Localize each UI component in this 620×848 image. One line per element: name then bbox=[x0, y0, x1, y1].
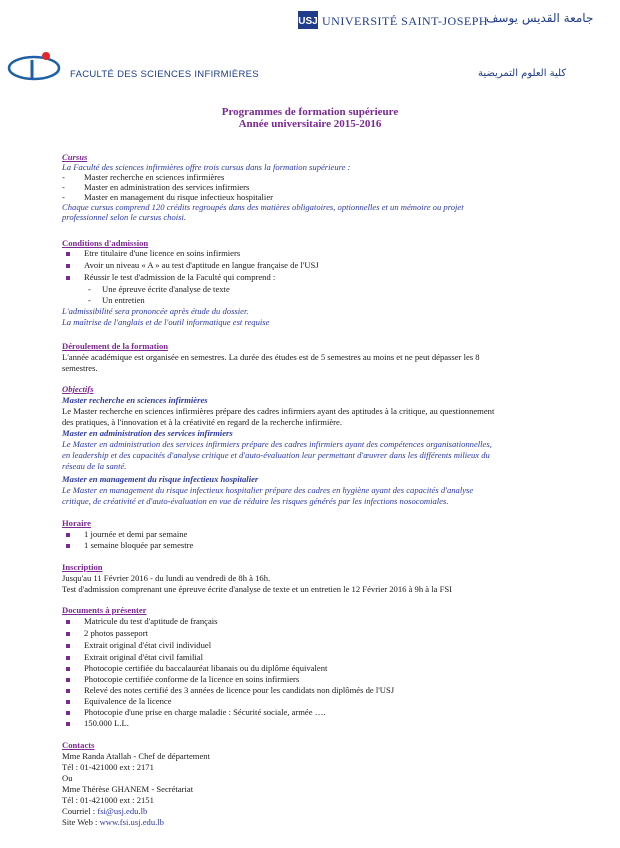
objectif-title: Master recherche en sciences infirmières bbox=[62, 395, 208, 405]
contact-tel-1: Tél : 01-421000 ext : 2171 bbox=[62, 762, 154, 772]
deroulement-line-1: L'année académique est organisée en semestres. La durée des études est de 5 semestres au moins et ne peut dépasser les 8 bbox=[62, 352, 480, 362]
objectifs-heading: Objectifs bbox=[62, 384, 94, 394]
cursus-intro: La Faculté des sciences infirmières offre trois cursus dans la formation supérieure : bbox=[62, 162, 351, 172]
email-label: Courriel : bbox=[62, 806, 98, 816]
web-label: Site Web : bbox=[62, 817, 100, 827]
conditions-note-2: La maîtrise de l'anglais et de l'outil informatique est requise bbox=[62, 317, 270, 327]
faculty-logo bbox=[6, 48, 66, 84]
title-line-1: Programmes de formation supérieure bbox=[221, 106, 399, 118]
inscription-line-1: Jusqu'au 11 Février 2016 - du lundi au vendredi de 8h à 16h. bbox=[62, 573, 271, 583]
contact-tel-2: Tél : 01-421000 ext : 2151 bbox=[62, 795, 154, 805]
objectif-text: en leadership et des capacités d'analyse critique et d'auto-évaluation leur permettant d'œuvrer dans les différents milieux du bbox=[62, 450, 490, 460]
objectif-text: critique, de créativité et d'auto-évaluation en vue de réduire les risques générés par les infections nosocomiales. bbox=[62, 496, 449, 506]
objectif-text: réseau de la santé. bbox=[62, 461, 127, 471]
website-link[interactable]: www.fsi.usj.edu.lb bbox=[99, 817, 164, 827]
cursus-heading: Cursus bbox=[62, 152, 88, 162]
horaire-heading: Horaire bbox=[62, 518, 91, 528]
documents-heading: Documents à présenter bbox=[62, 605, 147, 615]
deroulement-heading: Déroulement de la formation bbox=[62, 341, 169, 351]
contact-or: Ou bbox=[62, 773, 73, 783]
conditions-note-1: L'admissibilité sera prononcée après étude du dossier. bbox=[62, 306, 249, 316]
objectif-text: Le Master en administration des services infirmiers prépare des cadres infirmiers ayant des compétences organisationnelles, bbox=[62, 439, 492, 449]
deroulement-line-2: semestres. bbox=[62, 363, 98, 373]
objectif-text: des pratiques, à l'innovation et à la créativité en regard de la recherche infirmière. bbox=[62, 417, 342, 427]
cursus-note-line-1: Chaque cursus comprend 120 crédits regroupés dans des matières obligatoires, optionnelles et un mémoire ou projet bbox=[62, 202, 464, 212]
contact-person-2: Mme Thérèse GHANEM - Secrétariat bbox=[62, 784, 194, 794]
contact-email-row bbox=[62, 806, 147, 816]
contacts-heading: Contacts bbox=[62, 740, 95, 750]
contact-person-1: Mme Randa Atallah - Chef de département bbox=[62, 751, 210, 761]
faculty-name: FACULTÉ DES SCIENCES INFIRMIÈRES bbox=[70, 69, 259, 80]
usj-logo bbox=[297, 9, 319, 31]
page-title bbox=[0, 106, 620, 130]
inscription-line-2: Test d'admission comprenant une épreuve écrite d'analyse de texte et un entretien le 12 Février 2016 à 9h à la FSI bbox=[62, 584, 453, 594]
svg-text:USJ: USJ bbox=[298, 16, 318, 27]
title-line-2: Année universitaire 2015-2016 bbox=[238, 118, 382, 130]
usj-emblem-icon bbox=[297, 9, 319, 31]
conditions-heading: Conditions d'admission bbox=[62, 238, 149, 248]
objectif-text: Le Master recherche en sciences infirmières prépare des cadres infirmiers ayant des aptitudes à la critique, au questionnement bbox=[62, 406, 495, 416]
faculty-name-arabic: كلية العلوم التمريضية bbox=[478, 68, 567, 79]
objectif-title: Master en administration des services infirmiers bbox=[62, 428, 233, 438]
email-link[interactable]: fsi@usj.edu.lb bbox=[97, 806, 148, 816]
contact-web-row bbox=[62, 817, 164, 827]
university-name: UNIVERSITÉ SAINT-JOSEPH bbox=[322, 14, 489, 28]
faculty-emblem-icon bbox=[6, 48, 66, 84]
inscription-heading: Inscription bbox=[62, 562, 103, 572]
objectif-title: Master en management du risque infectieux hospitalier bbox=[62, 474, 259, 484]
objectif-text: Le Master en management du risque infectieux hospitalier prépare des cadres en hygiène ayant des capacités d'analyse bbox=[62, 485, 474, 495]
university-name-arabic: جامعة القديس يوسف bbox=[486, 11, 594, 25]
cursus-note-line-2: professionnel selon le cursus choisi. bbox=[62, 212, 187, 222]
